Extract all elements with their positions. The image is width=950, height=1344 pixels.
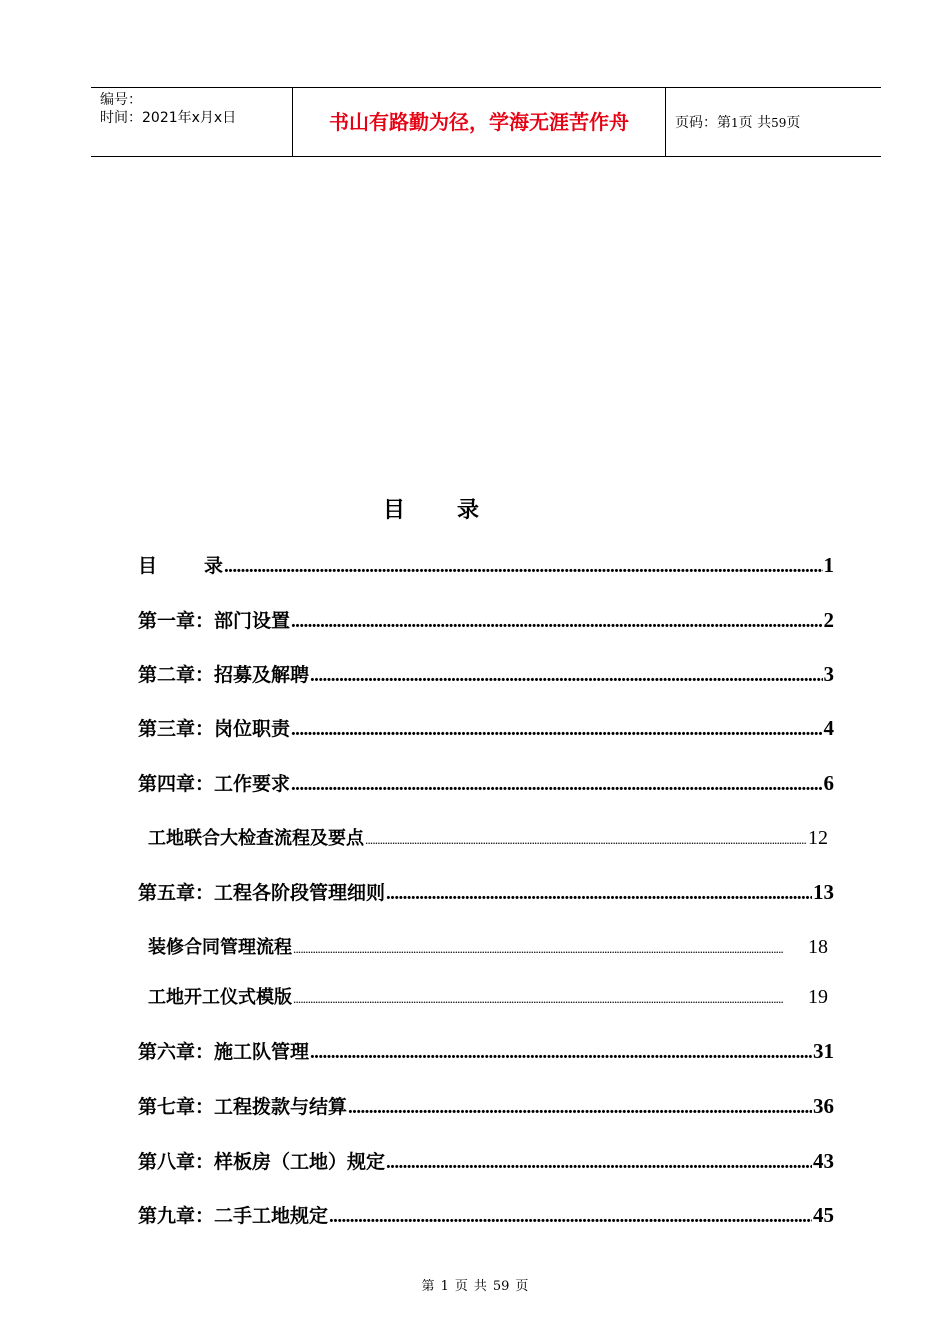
toc-entry-chapter-2[interactable] xyxy=(138,660,834,687)
header-page-prefix: 页码：第 xyxy=(675,115,731,131)
header-page-mid: 页 共 xyxy=(738,115,772,131)
toc-entry-label: 装修合同管理流程 xyxy=(148,937,292,958)
document-time: 时间：2021年x月x日 xyxy=(100,110,237,126)
toc-entry-label: 第七章：工程拨款与结算 xyxy=(138,1096,348,1118)
toc-entry-page: 13 xyxy=(813,880,834,904)
toc-entry-chapter-6[interactable] xyxy=(138,1037,834,1064)
toc-entry-page: 12 xyxy=(808,827,828,849)
header-left-cell xyxy=(91,88,293,156)
toc-entry-label: 第二章：招募及解聘 xyxy=(138,664,310,686)
toc-entry-page: 2 xyxy=(823,608,834,632)
toc-leader-dots xyxy=(293,991,807,1007)
toc-entry-opening-ceremony[interactable] xyxy=(148,983,828,1009)
toc-leader-dots xyxy=(386,1152,812,1174)
toc-entry-page: 36 xyxy=(813,1094,834,1118)
toc-entry-page: 18 xyxy=(808,936,828,958)
toc-entry-chapter-5[interactable] xyxy=(138,878,834,905)
header-motto-cell xyxy=(293,88,666,156)
footer-suffix: 页 xyxy=(515,1279,529,1294)
toc-entry-chapter-9[interactable] xyxy=(138,1201,834,1228)
toc-entry-label: 第五章：工程各阶段管理细则 xyxy=(138,882,386,904)
toc-entry-label: 第四章：工作要求 xyxy=(138,773,291,795)
toc-leader-dots xyxy=(291,774,822,796)
footer-page-current: 1 xyxy=(440,1279,449,1294)
toc-entry-label: 第八章：样板房（工地）规定 xyxy=(138,1151,386,1173)
toc-entry-site-inspection[interactable] xyxy=(148,824,828,850)
toc-entry-label: 工地开工仪式模版 xyxy=(148,987,292,1008)
header-page-total: 59 xyxy=(771,116,787,130)
footer-mid-2: 共 xyxy=(473,1279,487,1294)
toc-entry-page: 19 xyxy=(808,986,828,1008)
toc-entry-contents[interactable] xyxy=(138,551,834,578)
toc-entry-label: 目 录 xyxy=(138,555,224,577)
toc-entry-chapter-3[interactable] xyxy=(138,714,834,741)
toc-entry-page: 6 xyxy=(823,771,834,795)
toc-entry-page: 4 xyxy=(823,716,834,740)
toc-leader-dots xyxy=(386,883,812,905)
toc-entry-page: 43 xyxy=(813,1149,834,1173)
toc-title: 目录 xyxy=(383,498,532,523)
footer-page-total: 59 xyxy=(492,1279,510,1294)
footer-mid-1: 页 xyxy=(454,1279,468,1294)
page-footer xyxy=(0,1277,950,1297)
toc-entry-chapter-4[interactable] xyxy=(138,769,834,796)
toc-leader-dots xyxy=(365,832,807,848)
toc-leader-dots xyxy=(291,719,822,741)
toc-leader-dots xyxy=(310,1042,812,1064)
header-motto: 书山有路勤为径，学海无涯苦作舟 xyxy=(329,110,629,134)
toc-entry-page: 45 xyxy=(813,1203,834,1227)
toc-entry-page: 1 xyxy=(823,553,834,577)
header-page-info xyxy=(675,114,800,132)
header-page-suffix: 页 xyxy=(786,115,801,131)
toc-entry-page: 3 xyxy=(823,662,834,686)
toc-leader-dots xyxy=(310,665,822,687)
toc-leader-dots xyxy=(291,611,822,633)
toc-entry-label: 第九章：二手工地规定 xyxy=(138,1205,329,1227)
toc-entry-contract-process[interactable] xyxy=(148,933,828,959)
toc-entry-chapter-1[interactable] xyxy=(138,606,834,633)
footer-prefix: 第 xyxy=(421,1279,435,1294)
toc-entry-chapter-8[interactable] xyxy=(138,1147,834,1174)
toc-entry-page: 31 xyxy=(813,1039,834,1063)
toc-leader-dots xyxy=(293,941,807,957)
toc-entry-label: 第一章：部门设置 xyxy=(138,610,291,632)
page-header xyxy=(91,87,881,157)
toc-leader-dots xyxy=(329,1206,812,1228)
header-page-current: 1 xyxy=(731,116,739,130)
toc-entry-label: 第六章：施工队管理 xyxy=(138,1041,310,1063)
toc-entry-chapter-7[interactable] xyxy=(138,1092,834,1119)
header-page-cell xyxy=(666,88,881,156)
toc-entry-label: 第三章：岗位职责 xyxy=(138,718,291,740)
toc-leader-dots xyxy=(348,1097,812,1119)
document-number-label: 编号： xyxy=(100,92,142,108)
toc-entry-label: 工地联合大检查流程及要点 xyxy=(148,828,364,849)
toc-leader-dots xyxy=(224,556,822,578)
